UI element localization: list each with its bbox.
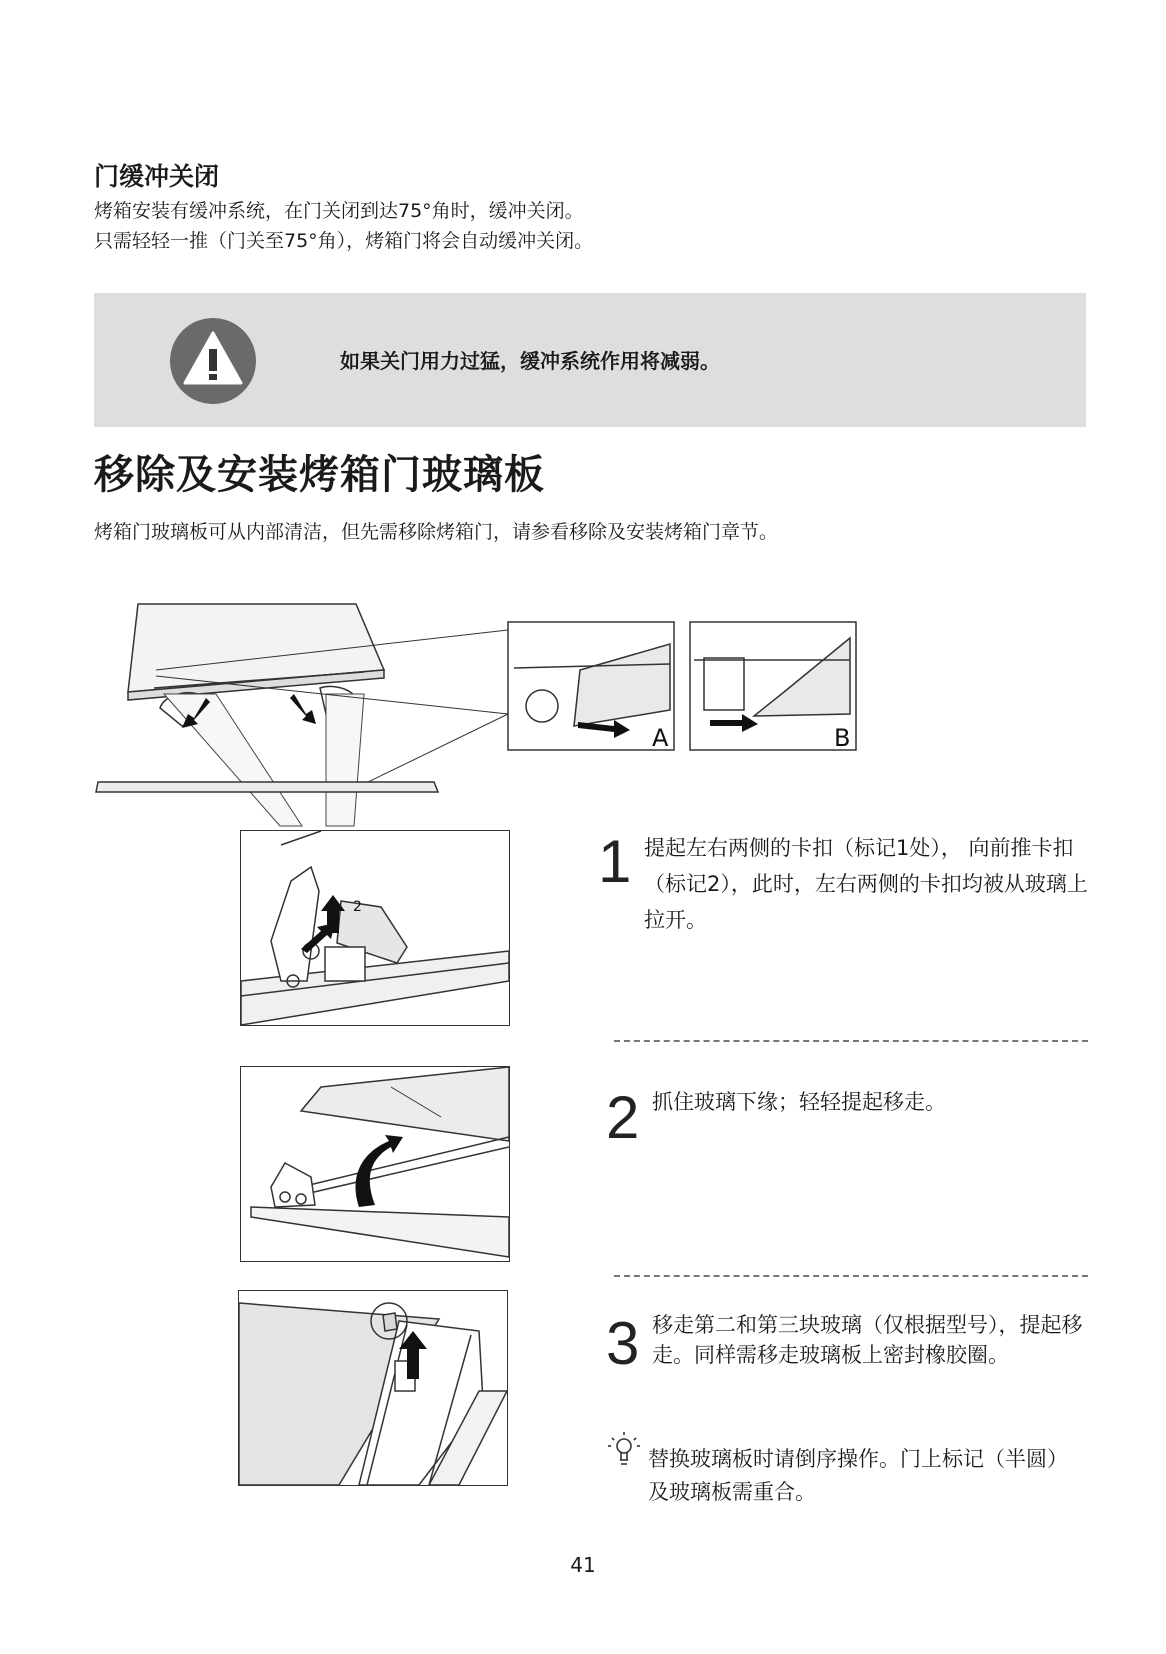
step-text: 抓住玻璃下缘；轻轻提起移走。	[652, 1090, 946, 1114]
paragraph-line: 烤箱安装有缓冲系统，在门关闭到达75°角时，缓冲关闭。	[94, 200, 584, 222]
step1-illustration	[240, 830, 510, 1026]
lightbulb-icon	[606, 1430, 642, 1468]
step-number: 2	[606, 1084, 640, 1151]
mark-2-label: 2	[353, 899, 362, 915]
step-text: 移走第二和第三块玻璃（仅根据型号），提起移走。同样需移走玻璃板上密封橡胶圈。	[652, 1313, 1083, 1367]
section-title-door-damper: 门缓冲关闭	[94, 162, 220, 191]
door-overview-illustration	[94, 598, 874, 838]
section-title-glass-panel: 移除及安装烤箱门玻璃板	[94, 452, 545, 498]
step3-illustration	[238, 1290, 508, 1486]
warning-icon	[169, 317, 257, 405]
warning-box	[94, 293, 1086, 427]
step-divider	[614, 1275, 1088, 1277]
step2-illustration	[240, 1066, 510, 1262]
step-text: 提起左右两侧的卡扣（标记1处）， 向前推卡扣（标记2），此时，左右两侧的卡扣均被从玻璃上拉开。	[644, 836, 1088, 932]
step-number: 1	[598, 828, 632, 895]
section-intro: 烤箱门玻璃板可从内部清洁，但先需移除烤箱门，请参看移除及安装烤箱门章节。	[94, 521, 779, 543]
detail-label-a: A	[652, 724, 669, 752]
detail-label-b: B	[834, 724, 851, 752]
tip-text: 替换玻璃板时请倒序操作。门上标记（半圆）及玻璃板需重合。	[648, 1447, 1068, 1504]
step-divider	[614, 1040, 1088, 1042]
page-number: 41	[570, 1553, 596, 1577]
warning-text: 如果关门用力过猛，缓冲系统作用将减弱。	[340, 349, 720, 373]
step-number: 3	[606, 1310, 640, 1377]
paragraph-line: 只需轻轻一推（门关至75°角），烤箱门将会自动缓冲关闭。	[94, 230, 594, 252]
